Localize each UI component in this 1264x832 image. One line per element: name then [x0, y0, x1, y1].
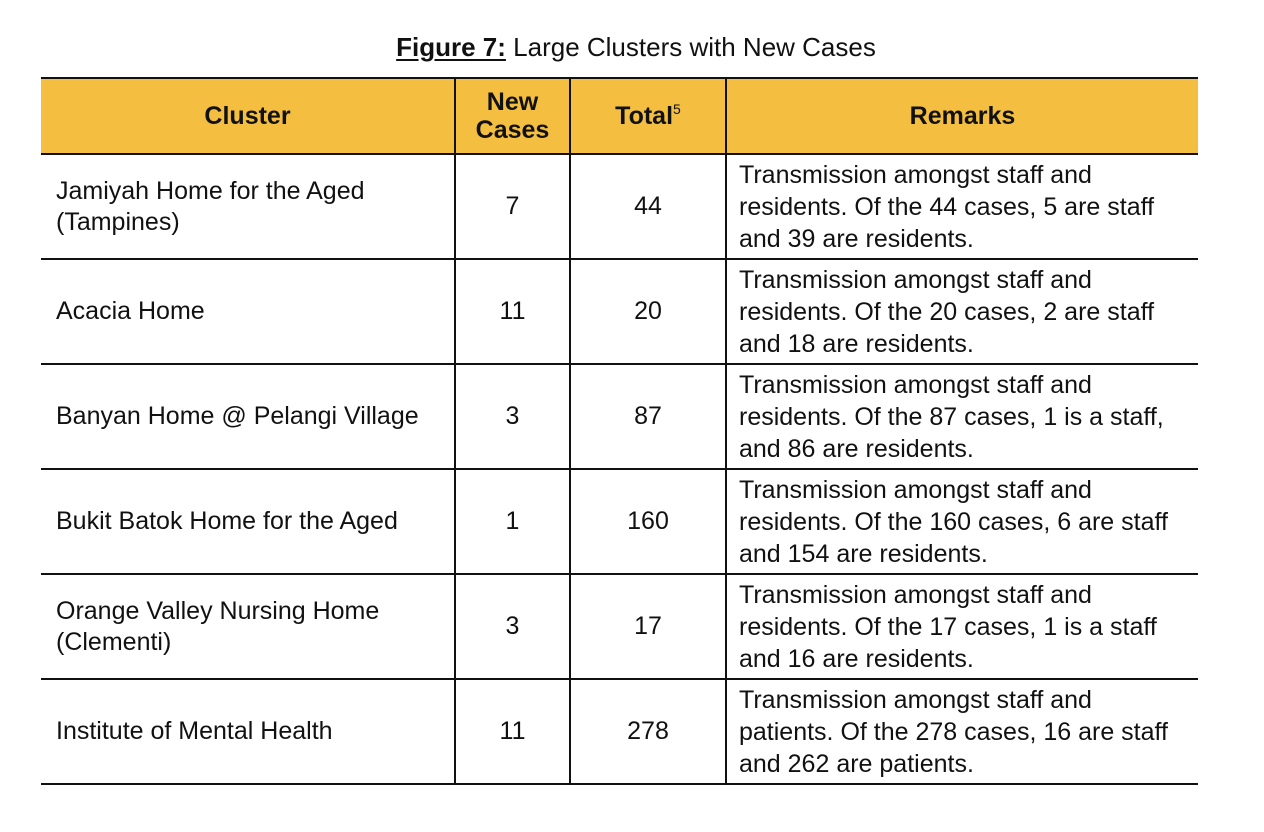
total-cell: 160	[570, 469, 726, 574]
cluster-cell: Jamiyah Home for the Aged (Tampines)	[41, 154, 455, 259]
total-cell: 44	[570, 154, 726, 259]
header-new-cases	[455, 78, 570, 154]
table-row	[41, 679, 1198, 784]
new-cases-cell: 11	[455, 259, 570, 364]
clusters-table	[41, 77, 1198, 785]
figure-title: Large Clusters with New Cases	[505, 32, 876, 62]
table-row	[41, 259, 1198, 364]
remarks-cell: Transmission amongst staff and residents. Of the 160 cases, 6 are staff and 154 are residents.	[726, 469, 1198, 574]
figure-label: Figure 7:	[396, 32, 506, 62]
table-row	[41, 154, 1198, 259]
total-cell: 278	[570, 679, 726, 784]
header-remarks: Remarks	[726, 78, 1198, 154]
remarks-cell: Transmission amongst staff and residents. Of the 44 cases, 5 are staff and 39 are residents.	[726, 154, 1198, 259]
table-row	[41, 364, 1198, 469]
remarks-cell: Transmission amongst staff and residents. Of the 87 cases, 1 is a staff, and 86 are residents.	[726, 364, 1198, 469]
cluster-cell: Acacia Home	[41, 259, 455, 364]
remarks-cell: Transmission amongst staff and patients. Of the 278 cases, 16 are staff and 262 are patients.	[726, 679, 1198, 784]
total-cell: 17	[570, 574, 726, 679]
header-total-label: Total	[615, 102, 674, 130]
new-cases-cell: 3	[455, 574, 570, 679]
header-total	[570, 78, 726, 154]
header-total-footnote: 5	[673, 101, 681, 117]
new-cases-cell: 3	[455, 364, 570, 469]
cluster-cell: Orange Valley Nursing Home (Clementi)	[41, 574, 455, 679]
table-row	[41, 469, 1198, 574]
remarks-cell: Transmission amongst staff and residents. Of the 17 cases, 1 is a staff and 16 are residents.	[726, 574, 1198, 679]
total-cell: 87	[570, 364, 726, 469]
figure-caption	[0, 30, 1264, 64]
cluster-cell: Institute of Mental Health	[41, 679, 455, 784]
header-new-cases-line1: New	[486, 88, 539, 116]
new-cases-cell: 1	[455, 469, 570, 574]
cluster-cell: Bukit Batok Home for the Aged	[41, 469, 455, 574]
cluster-cell: Banyan Home @ Pelangi Village	[41, 364, 455, 469]
remarks-cell: Transmission amongst staff and residents. Of the 20 cases, 2 are staff and 18 are residents.	[726, 259, 1198, 364]
table-row	[41, 574, 1198, 679]
total-cell: 20	[570, 259, 726, 364]
new-cases-cell: 11	[455, 679, 570, 784]
header-cluster: Cluster	[41, 78, 455, 154]
new-cases-cell: 7	[455, 154, 570, 259]
header-new-cases-line2: Cases	[475, 116, 550, 144]
table-header-row	[41, 78, 1198, 154]
